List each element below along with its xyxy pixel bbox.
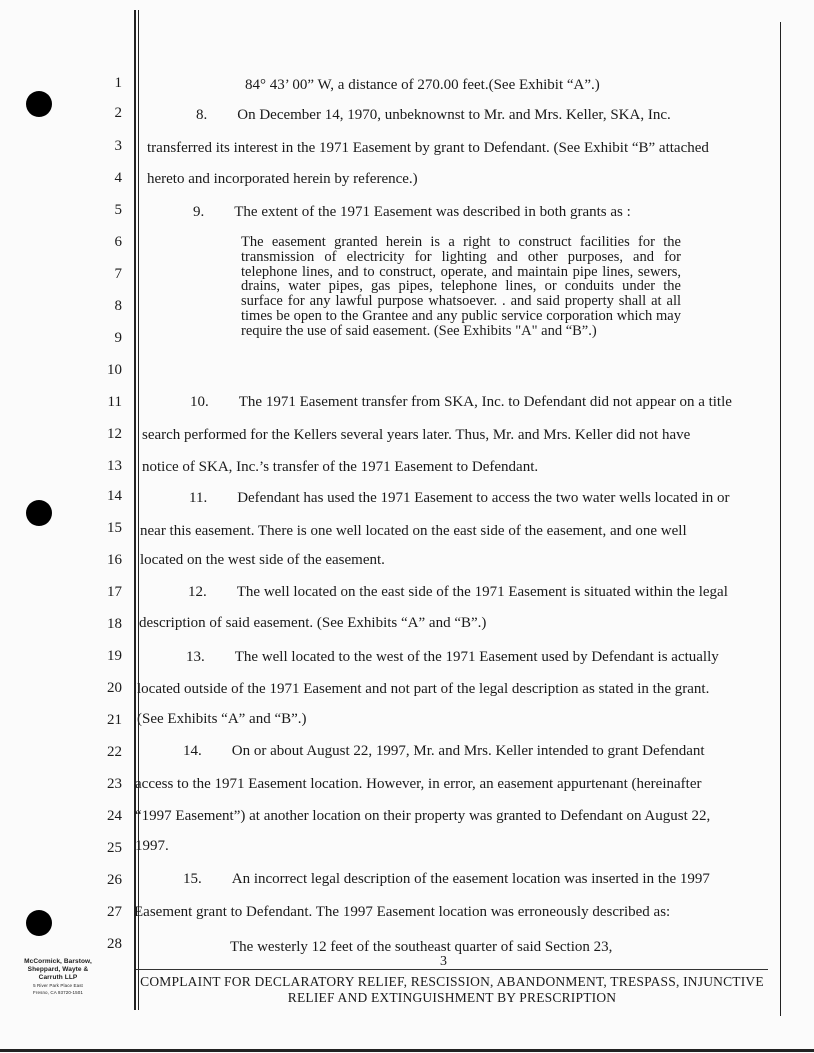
line-number: 15 <box>107 520 122 536</box>
line-number: 28 <box>107 936 122 952</box>
body-line: search performed for the Kellers several years later. Thus, Mr. and Mrs. Keller did not have <box>142 427 691 443</box>
line-number: 6 <box>114 234 122 250</box>
bottom-rule <box>0 1049 814 1052</box>
body-line: notice of SKA, Inc.’s transfer of the 1971 Easement to Defendant. <box>142 459 539 475</box>
line-number: 10 <box>107 362 122 378</box>
line-number: 26 <box>107 872 122 888</box>
line-number: 17 <box>107 584 122 600</box>
line-number: 19 <box>107 648 122 664</box>
line-number: 18 <box>107 616 122 632</box>
line-number: 12 <box>107 426 122 442</box>
easement-block-quote: The easement granted herein is a right to construct facilities for the transmission of electricity for lighting and other purposes, and for telephone lines, and to construct, operate, and maintain pipe lines, sewers, drains, water pipes, gas pipes, telephone lines, or conduits under the surface for any lawful purpose whatsoever. . and said property shall at all times be open to the Grantee and any public service corporation which may require the use of said easement. (See Exhibits "A" and “B”.) <box>241 234 681 339</box>
line-number: 7 <box>114 266 122 282</box>
firm-address-line: Fresno, CA 93720-1501 <box>33 990 83 995</box>
paragraph-15-start: 15. An incorrect legal description of the easement location was inserted in the 1997 <box>183 871 710 887</box>
line-number: 1 <box>114 75 122 91</box>
firm-name-line: Sheppard, Wayte & <box>27 966 89 973</box>
law-firm-block <box>2 958 114 996</box>
paragraph-13-start: 13. The well located to the west of the 1971 Easement used by Defendant is actually <box>186 649 719 665</box>
line-number: 14 <box>107 488 122 504</box>
body-line: description of said easement. (See Exhibits “A” and “B”.) <box>139 615 487 631</box>
body-line: near this easement. There is one well located on the east side of the easement, and one well <box>140 523 687 539</box>
left-margin-rule-inner <box>138 10 139 1010</box>
paragraph-14-start: 14. On or about August 22, 1997, Mr. and Mrs. Keller intended to grant Defendant <box>183 743 705 759</box>
body-line: located outside of the 1971 Easement and not part of the legal description as stated in the grant. <box>137 681 710 697</box>
paragraph-9-start: 9. The extent of the 1971 Easement was described in both grants as : <box>193 204 631 220</box>
line-number: 9 <box>114 330 122 346</box>
firm-name-line: Carruth LLP <box>38 974 78 981</box>
left-margin-rule <box>134 10 136 1010</box>
legal-description-line: The westerly 12 feet of the southeast quarter of said Section 23, <box>230 939 613 955</box>
line-number: 25 <box>107 840 122 856</box>
line-number: 8 <box>114 298 122 314</box>
body-line: access to the 1971 Easement location. However, in error, an easement appurtenant (hereinafter <box>135 776 702 792</box>
line-number: 11 <box>107 394 122 410</box>
body-line: Easement grant to Defendant. The 1997 Easement location was erroneously described as: <box>134 904 671 920</box>
body-line: “1997 Easement”) at another location on their property was granted to Defendant on August 22, <box>135 808 711 824</box>
body-line: hereto and incorporated herein by reference.) <box>147 171 418 187</box>
paragraph-10-start: 10. The 1971 Easement transfer from SKA, Inc. to Defendant did not appear on a title <box>190 394 732 410</box>
line-number: 27 <box>107 904 122 920</box>
right-margin-rule <box>780 22 781 1016</box>
line-number: 13 <box>107 458 122 474</box>
page-number: 3 <box>440 954 447 969</box>
firm-address-line: 5 River Park Place East <box>33 983 83 988</box>
paragraph-12-start: 12. The well located on the east side of the 1971 Easement is situated within the legal <box>188 584 728 600</box>
line-number: 2 <box>114 105 122 121</box>
line-number: 22 <box>107 744 122 760</box>
line-number: 3 <box>114 138 122 154</box>
line-number: 5 <box>114 202 122 218</box>
footer-title-line: COMPLAINT FOR DECLARATORY RELIEF, RESCISSION, ABANDONMENT, TRESPASS, INJUNCTIVE <box>140 974 764 989</box>
line-number: 16 <box>107 552 122 568</box>
firm-name-line: McCormick, Barstow, <box>24 958 92 965</box>
footer-title-line: RELIEF AND EXTINGUISHMENT BY PRESCRIPTION <box>287 990 617 1005</box>
line-number: 21 <box>107 712 122 728</box>
document-footer <box>136 974 768 1006</box>
punch-hole-middle <box>26 500 52 526</box>
body-line: transferred its interest in the 1971 Easement by grant to Defendant. (See Exhibit “B” attached <box>147 140 709 156</box>
line-number: 4 <box>114 170 122 186</box>
paragraph-11-start: 11. Defendant has used the 1971 Easement to access the two water wells located in or <box>189 490 730 506</box>
body-line: 84° 43’ 00” W, a distance of 270.00 feet.(See Exhibit “A”.) <box>245 77 600 93</box>
body-line: 1997. <box>135 838 169 854</box>
punch-hole-top <box>26 91 52 117</box>
footer-rule <box>136 969 768 970</box>
body-line: located on the west side of the easement. <box>140 552 385 568</box>
paragraph-8-start: 8. On December 14, 1970, unbeknownst to Mr. and Mrs. Keller, SKA, Inc. <box>196 107 671 123</box>
punch-hole-bottom <box>26 910 52 936</box>
line-number: 20 <box>107 680 122 696</box>
line-number: 24 <box>107 808 122 824</box>
body-line: (See Exhibits “A” and “B”.) <box>137 711 307 727</box>
line-number: 23 <box>107 776 122 792</box>
